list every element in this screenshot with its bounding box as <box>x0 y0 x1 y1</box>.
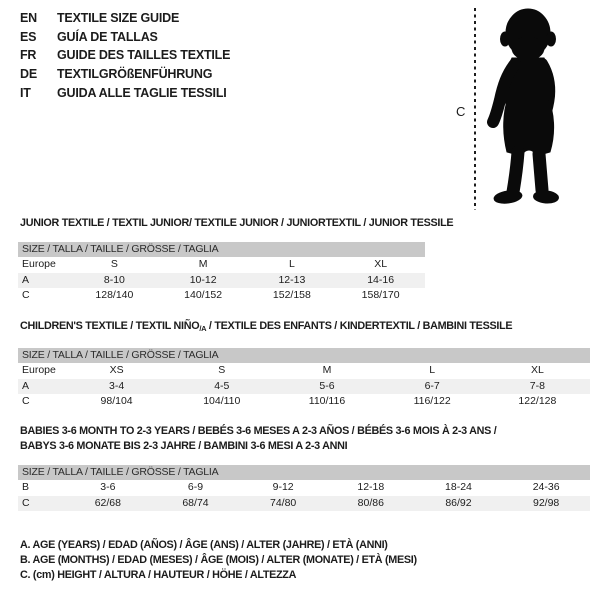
language-row <box>20 28 230 47</box>
table-cell: 3-6 <box>100 481 116 493</box>
language-row <box>20 46 230 65</box>
table-cell: 128/140 <box>95 289 134 301</box>
children-table-title <box>20 319 512 336</box>
table-cell: 62/68 <box>64 496 152 512</box>
table-cell: 86/92 <box>415 496 503 512</box>
table-cell: M <box>198 258 208 270</box>
table-cell: 92/98 <box>502 496 590 512</box>
table-cell: 74/80 <box>239 496 327 512</box>
row-label: A <box>18 379 64 395</box>
size-header-label: SIZE / TALLA / TAILLE / GRÖSSE / TAGLIA <box>18 465 590 480</box>
language-label: TEXTILE SIZE GUIDE <box>57 11 180 26</box>
table-cell: S <box>110 258 118 270</box>
language-header <box>20 9 230 102</box>
table-cell: 10-12 <box>159 273 248 289</box>
table-cell: M <box>322 364 332 376</box>
row-label: C <box>22 395 30 407</box>
legend-line-a: A. AGE (YEARS) / EDAD (AÑOS) / ÂGE (ANS) / ALTER (JAHRE) / ETÀ (ANNI) <box>20 539 388 551</box>
babies-table-title <box>20 424 540 454</box>
language-label: GUIDE DES TAILLES TEXTILE <box>57 48 231 63</box>
language-code: EN <box>20 11 37 26</box>
table-cell: 18-24 <box>445 481 472 493</box>
table-cell: 104/110 <box>203 395 241 407</box>
table-cell: 12-18 <box>357 481 385 493</box>
table-cell: XL <box>530 364 544 376</box>
row-label: C <box>22 289 30 301</box>
size-header-bar <box>18 348 590 363</box>
children-title-part: CHILDREN'S TEXTILE / TEXTIL NIÑO <box>20 320 200 332</box>
table-cell: 68/74 <box>152 496 240 512</box>
table-cell: 158/170 <box>361 289 400 301</box>
row-label: B <box>22 481 30 493</box>
language-row <box>20 65 230 84</box>
size-header-label: SIZE / TALLA / TAILLE / GRÖSSE / TAGLIA <box>18 348 590 363</box>
table-cell: 24-36 <box>532 481 560 493</box>
table-cell: 7-8 <box>485 379 590 395</box>
table-cell: 110/116 <box>308 395 346 407</box>
size-header-bar <box>18 465 590 480</box>
table-cell: 152/158 <box>272 289 311 301</box>
legend-line-c: C. (cm) HEIGHT / ALTURA / HAUTEUR / HÖHE / ALTEZZA <box>20 569 297 582</box>
language-code: ES <box>20 29 37 44</box>
table-row <box>18 363 590 379</box>
row-label: A <box>18 273 70 289</box>
size-header-label: SIZE / TALLA / TAILLE / GRÖSSE / TAGLIA <box>18 242 425 257</box>
row-label: Europe <box>22 258 56 270</box>
row-label: Europe <box>22 364 56 376</box>
table-cell: 140/152 <box>184 289 223 301</box>
table-row <box>18 379 590 395</box>
children-size-table <box>18 348 590 410</box>
table-cell: 3-4 <box>64 379 169 395</box>
table-row <box>18 496 590 512</box>
table-cell: 9-12 <box>272 481 294 493</box>
babies-size-table <box>18 465 590 511</box>
language-label: GUÍA DE TALLAS <box>57 29 158 44</box>
table-cell: 6-7 <box>380 379 485 395</box>
table-cell: 14-16 <box>336 273 425 289</box>
table-cell: 98/104 <box>100 395 133 407</box>
table-row <box>18 394 590 410</box>
table-cell: S <box>218 364 226 376</box>
language-code: DE <box>20 67 37 82</box>
table-cell: 8-10 <box>70 273 159 289</box>
table-cell: 122/128 <box>518 395 557 407</box>
language-row <box>20 83 230 102</box>
table-cell: 116/122 <box>413 395 451 407</box>
language-row <box>20 9 230 28</box>
junior-table-title: JUNIOR TEXTILE / TEXTIL JUNIOR/ TEXTILE JUNIOR / JUNIORTEXTIL / JUNIOR TESSILE <box>20 217 454 229</box>
table-row <box>18 273 425 289</box>
children-title-subscript: /A <box>199 324 207 333</box>
junior-size-table <box>18 242 425 304</box>
size-header-bar <box>18 242 425 257</box>
table-cell: 12-13 <box>248 273 337 289</box>
height-marker-label: C <box>456 104 466 119</box>
language-code: IT <box>20 85 31 100</box>
legend-line-b: B. AGE (MONTHS) / EDAD (MESES) / ÂGE (MOIS) / ALTER (MONATE) / ETÀ (MESI) <box>20 554 417 567</box>
language-code: FR <box>20 48 37 63</box>
table-cell: 80/86 <box>327 496 415 512</box>
table-cell: 5-6 <box>274 379 379 395</box>
babies-title-line: BABIES 3-6 MONTH TO 2-3 YEARS / BEBÉS 3-6 MESES A 2-3 AÑOS / BÉBÉS 3-6 MOIS À 2-3 ANS / <box>20 425 497 437</box>
table-row <box>18 480 590 496</box>
table-cell: 6-9 <box>187 481 204 493</box>
legend <box>20 538 417 584</box>
row-label: C <box>18 496 64 512</box>
table-cell: 4-5 <box>169 379 274 395</box>
babies-title-line: BABYS 3-6 MONATE BIS 2-3 JAHRE / BAMBINI 3-6 MESI A 2-3 ANNI <box>20 440 348 452</box>
table-row <box>18 257 425 273</box>
table-cell: XL <box>374 258 388 270</box>
baby-silhouette-icon <box>482 6 578 208</box>
table-row <box>18 288 425 304</box>
language-label: GUIDA ALLE TAGLIE TESSILI <box>57 85 227 100</box>
table-cell: L <box>429 364 436 376</box>
table-cell: L <box>288 258 295 270</box>
table-cell: XS <box>109 364 124 376</box>
height-measure-line <box>474 8 476 210</box>
language-label: TEXTILGRÖßENFÜHRUNG <box>57 67 213 82</box>
children-title-part: / TEXTILE DES ENFANTS / KINDERTEXTIL / BAMBINI TESSILE <box>206 320 513 332</box>
